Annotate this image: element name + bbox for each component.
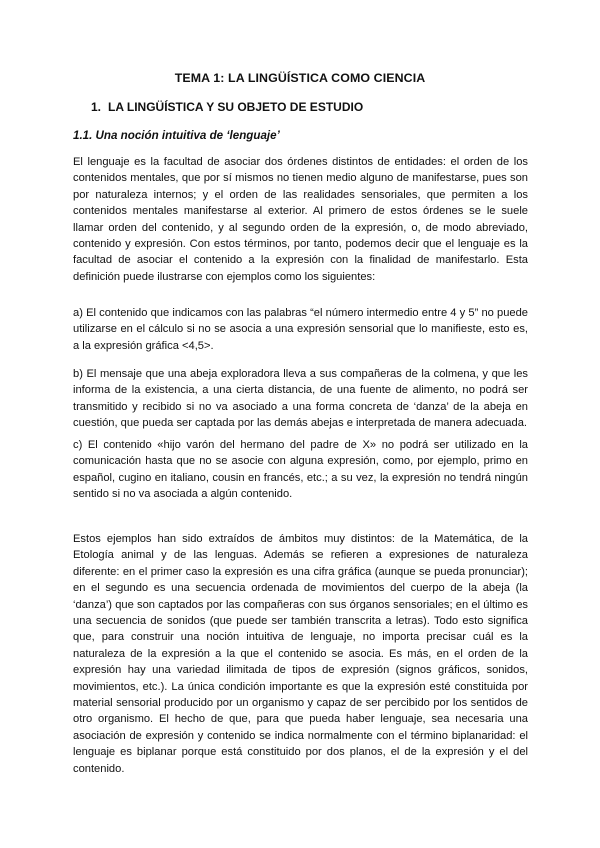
conclusion-paragraph: Estos ejemplos han sido extraídos de ámbitos muy distintos: de la Matemática, de la Etología animal y de las lenguas. Además se refieren a expresiones de naturaleza diferente: en el primer caso la expresión es una cifra gráfica (aunque se pueda pronunciar); en el segundo es una secuencia ordenada de movimientos del cuerpo de la abeja (la ‘danza’) que son captados por las compañeras con sus órganos sensoriales; en el último es una secuencia de sonidos (que puede ser también transcrita a letras). Todo esto significa que, para construir una noción intuitiva de lenguaje, no importa precisar cuál es la naturaleza de la expresión a la que el contenido se asocia. Es más, en el orden de la expresión hay una variedad ilimitada de tipos de expresión (signos gráficos, sonidos, movimientos, etc.). La única condición importante es que la expresión esté constituida por material sensorial producido por un organismo y capaz de ser percibido por los sentidos de otro organismo. El hecho de que, para que pueda haber lenguaje, sea necesaria una asociación de expresión y contenido se indica normalmente con el término biplanaridad: el lenguaje es biplanar porque está constituido por dos planos, el de la expresión y el del contenido. — [73, 533, 528, 775]
section-title: LA LINGÜÍSTICA Y SU OBJETO DE ESTUDIO — [108, 100, 364, 114]
intro-paragraph: El lenguaje es la facultad de asociar dos órdenes distintos de entidades: el orden de los contenidos mentales, que por sí mismos no tienen medio alguno de manifestarse, pues son por naturaleza internos; y el orden de las realidades sensoriales, que permiten a los contenidos mentales manifestarse al exterior. Al primero de estos órdenes se le suele llamar orden del contenido, y al segundo orden de la expresión, o, de modo abreviado, contenido y expresión. Con estos términos, por tanto, podemos decir que el lenguaje es la facultad de asociar el contenido a la expresión con la finalidad de manifestarlo. Esta definición puede ilustrarse con ejemplos como los siguientes: — [73, 156, 528, 283]
example-a-paragraph: a) El contenido que indicamos con las palabras “el número intermedio entre 4 y 5” no puede utilizarse en el cálculo si no se asocia a una expresión sensorial que lo manifieste, esto es, a la expresión gráfica <4,5>. — [73, 307, 528, 352]
subsection-heading: 1.1. Una noción intuitiva de ‘lenguaje’ — [73, 129, 280, 142]
section-heading — [91, 100, 363, 114]
document-title: TEMA 1: LA LINGÜÍSTICA COMO CIENCIA — [174, 71, 426, 85]
section-number: 1. — [91, 100, 102, 114]
example-c-paragraph: c) El contenido «hijo varón del hermano del padre de X» no podrá ser utilizado en la comunicación hasta que no se asocie con alguna expresión, como, por ejemplo, primo en español, cugino en italiano, cousin en francés, etc.; a su vez, la expresión no tendrá ningún sentido si no va asociada a algún contenido. — [73, 439, 528, 501]
example-b-paragraph: b) El mensaje que una abeja exploradora lleva a sus compañeras de la colmena, y que les informa de la existencia, a una cierta distancia, de una fuente de alimento, no podrá ser transmitido y recibido si no va asociado a una forma concreta de ‘danza’ de la abeja en cuestión, que pueda ser captada por las demás abejas e interpretada de manera adecuada. — [73, 368, 528, 430]
